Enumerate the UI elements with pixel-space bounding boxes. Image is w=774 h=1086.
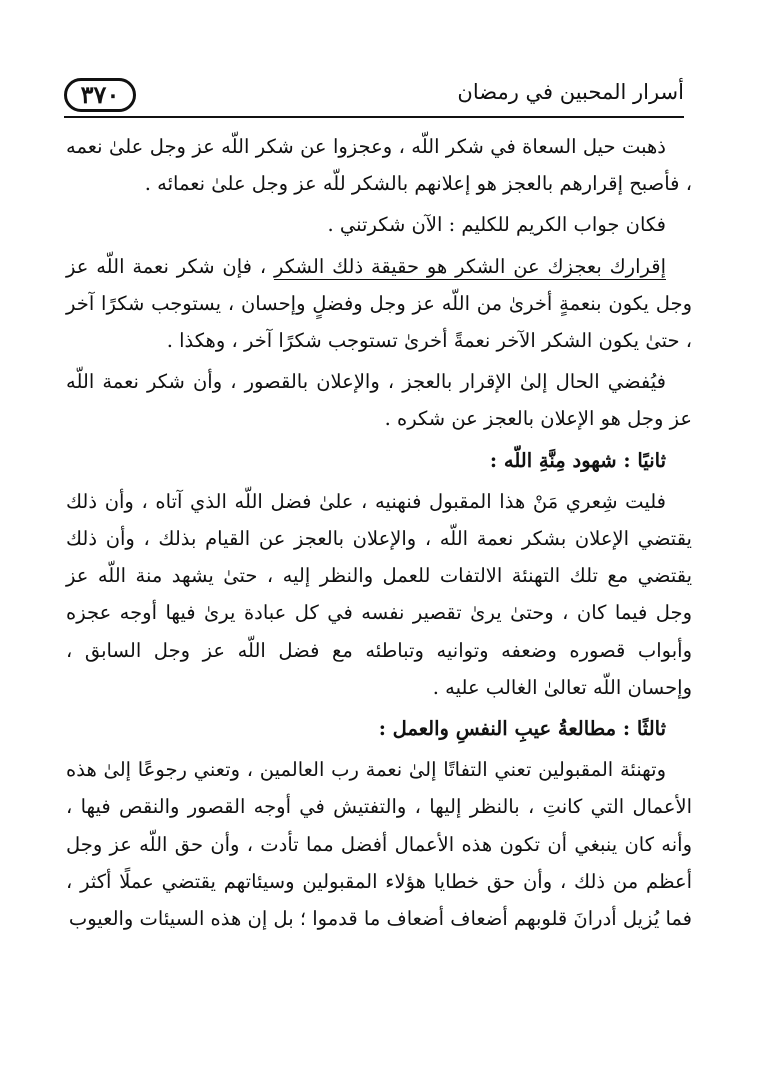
section-heading: ثانيًا : شهود مِنَّةِ اللّه : bbox=[489, 448, 666, 472]
page-header bbox=[64, 72, 684, 118]
page-number: ٣٧٠ bbox=[64, 78, 136, 112]
paragraph-text: ، فإن شكر نعمة اللّه عز وجل يكون بنعمةٍ أخرىٰ من اللّه عز وجل وفضلٍ وإحسان ، يستوجب شكرًا آخر ، حتىٰ يكون الشكر الآخر نعمةً أخرىٰ تستوجب شكرًا آخر ، وهكذا . bbox=[66, 254, 692, 353]
paragraph: فليت شِعري مَنْ هذا المقبول فنهنيه ، علىٰ فضل اللّه الذي آتاه ، وأن ذلك يقتضي الإعلان بشكر نعمة اللّه ، والإعلان بالعجز عن القيام بذلك ، وأن ذلك يقتضي مع تلك التهنئة الالتفات للعمل والنظر إليه ، حتىٰ يشهد منة اللّه عز وجل فيما كان ، وحتىٰ يرىٰ تقصير نفسه في كل عبادة يرىٰ فيها أوجه عجزه وأبواب قصوره وضعفه وتوانيه وتباطئه مع فضل اللّه عز وجل السابق ، وإحسان اللّه تعالىٰ الغالب عليه . bbox=[66, 489, 692, 699]
paragraph bbox=[66, 248, 692, 360]
paragraph: فيُفضي الحال إلىٰ الإقرار بالعجز ، والإعلان بالقصور ، وأن شكر نعمة اللّه عز وجل هو الإعلان بالعجز عن شكره . bbox=[66, 370, 692, 431]
paragraph: ذهبت حيل السعاة في شكر اللّه ، وعجزوا عن شكر اللّه عز وجل علىٰ نعمه ، فأصبح إقرارهم بالعجز هو إعلانهم بالشكر للّه عز وجل علىٰ نعمائه . bbox=[66, 135, 692, 196]
paragraph: وتهنئة المقبولين تعني التفاتًا إلىٰ نعمة رب العالمين ، وتعني رجوعًا إلىٰ هذه الأعمال التي كانتِ ، بالنظر إليها ، والتفتيش في أوجه القصور والنقص فيها ، وأنه كان ينبغي أن تكون هذه الأعمال أفضل مما تأدت ، وأن حق اللّه عز وجل أعظم من ذلك ، وأن حق خطايا هؤلاء المقبولين وسيئاتهم يقتضي عملًا أكثر ، فما يُزيل أدرانَ قلوبهم أضعاف أضعاف ما قدموا ؛ بل إن هذه السيئات والعيوب bbox=[66, 758, 692, 931]
underlined-phrase: إقرارك بعجزك عن الشكر هو حقيقة ذلك الشكر bbox=[273, 254, 666, 278]
running-title: أسرار المحبين في رمضان bbox=[457, 80, 684, 104]
paragraph: فكان جواب الكريم للكليم : الآن شكرتني . bbox=[327, 213, 666, 237]
section-heading: ثالثًا : مطالعةُ عيبِ النفسِ والعمل : bbox=[378, 717, 666, 741]
page-body bbox=[66, 128, 692, 941]
